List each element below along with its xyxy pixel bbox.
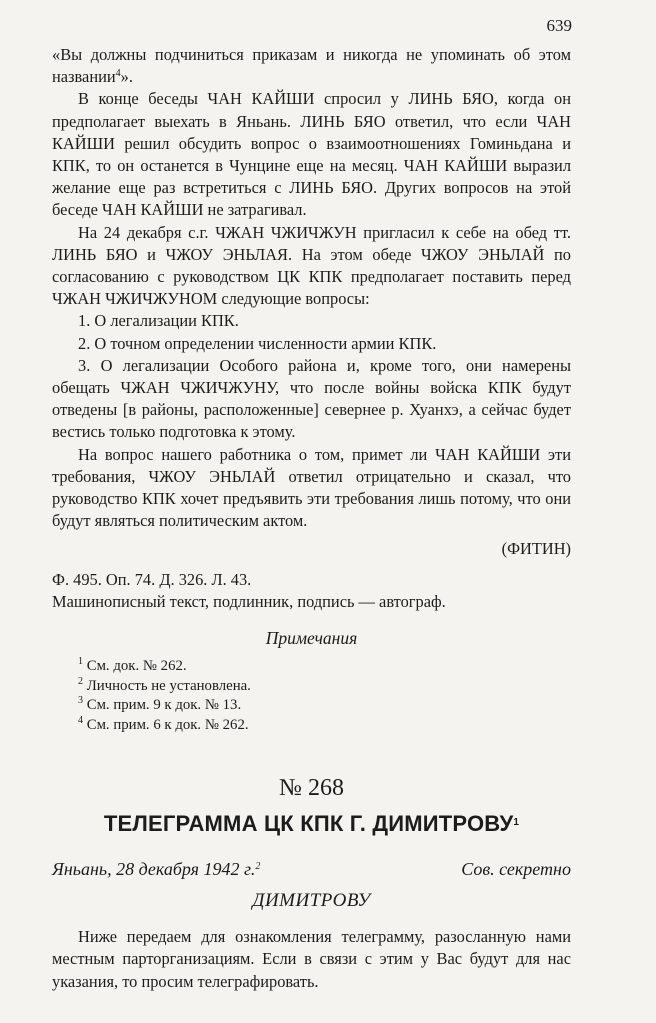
paragraph-dinner: На 24 декабря с.г. ЧЖАН ЧЖИЧЖУН пригласил к себе на обед тт. ЛИНЬ БЯО и ЧЖОУ ЭНЬЛАЯ. На этом обеде ЧЖОУ ЭНЬЛАЙ по согласованию с руководством ЦК КПК предполагает поставить перед ЧЖАН ЧЖИЧЖУНОМ следующие вопросы: (52, 222, 571, 309)
quote-end: ». (120, 67, 133, 87)
footnote-ref: 1 (513, 817, 520, 829)
list-item-3: 3. О легализации Особого района и, кроме того, они намерены обещать ЧЖАН ЧЖИЧЖУНУ, что после войны войска КПК будут отведены [в районы, расположенные] севернее р. Хуанхэ, а сейчас будет вестись только подготовка к этому. (52, 355, 571, 442)
note-item (78, 657, 571, 677)
list-item-1: 1. О легализации КПК. (78, 311, 239, 331)
archive-reference: Ф. 495. Оп. 74. Д. 326. Л. 43. (52, 569, 252, 589)
place-date (52, 858, 260, 880)
note-number: 3 (78, 695, 83, 707)
page-number: 639 (546, 16, 572, 35)
note-item (78, 716, 571, 736)
quote-text: «Вы должны подчиниться приказам и никогда не упоминать об этом названии (52, 45, 571, 87)
classification: Сов. секретно (461, 858, 571, 879)
document-title (52, 813, 571, 835)
paragraph-quote (52, 44, 571, 88)
note-item (78, 696, 571, 716)
note-text: См. прим. 6 к док. № 262. (86, 716, 249, 733)
note-number: 1 (78, 656, 83, 668)
note-item (78, 677, 571, 697)
page-body (52, 44, 571, 993)
telegram-text: Ниже передаем для ознакомления телеграмму, разосланную нами местным парторганизациям. Если в связи с этим у Вас будут для нас указания, то просим телеграфировать. (52, 927, 571, 991)
footnote-ref: 2 (255, 860, 261, 872)
note-text: Личность не установлена. (86, 677, 251, 694)
document-number: № 268 (279, 775, 344, 802)
note-number: 2 (78, 675, 83, 687)
list-item-2: 2. О точном определении численности армии КПК. (78, 333, 437, 353)
document-title-text: ТЕЛЕГРАММА ЦК КПК Г. ДИМИТРОВУ (103, 811, 514, 837)
notes-title: Примечания (265, 628, 358, 649)
addressee: ДИМИТРОВУ (252, 889, 371, 911)
note-text: См. док. № 262. (86, 658, 187, 675)
note-number: 4 (78, 714, 83, 726)
place-date-text: Яньань, 28 декабря 1942 г. (52, 858, 256, 879)
note-text: См. прим. 9 к док. № 13. (86, 697, 242, 714)
archive-description: Машинописный текст, подлинник, подпись — автограф. (52, 591, 446, 611)
dateline (52, 858, 571, 880)
paragraph-question: На вопрос нашего работника о том, примет ли ЧАН КАЙШИ эти требования, ЧЖОУ ЭНЬЛАЙ ответил отрицательно и сказал, что руководство КПК хочет предъявить эти требования лишь потому, что они будут являться политическим актом. (52, 444, 571, 531)
signature: (ФИТИН) (501, 539, 571, 559)
footnote-ref: 4 (115, 68, 121, 80)
paragraph-conversation-end: В конце беседы ЧАН КАЙШИ спросил у ЛИНЬ БЯО, когда он предполагает выехать в Яньань. ЛИНЬ БЯО ответил, что если ЧАН КАЙШИ решил обсудить вопрос о взаимоотношениях Гоминьдана и КПК, то он останется в Чунцине еще на месяц. ЧАН КАЙШИ выразил желание еще раз встретиться с ЛИНЬ БЯО. Других вопросов на этой беседе ЧАН КАЙШИ не затрагивал. (52, 89, 571, 220)
